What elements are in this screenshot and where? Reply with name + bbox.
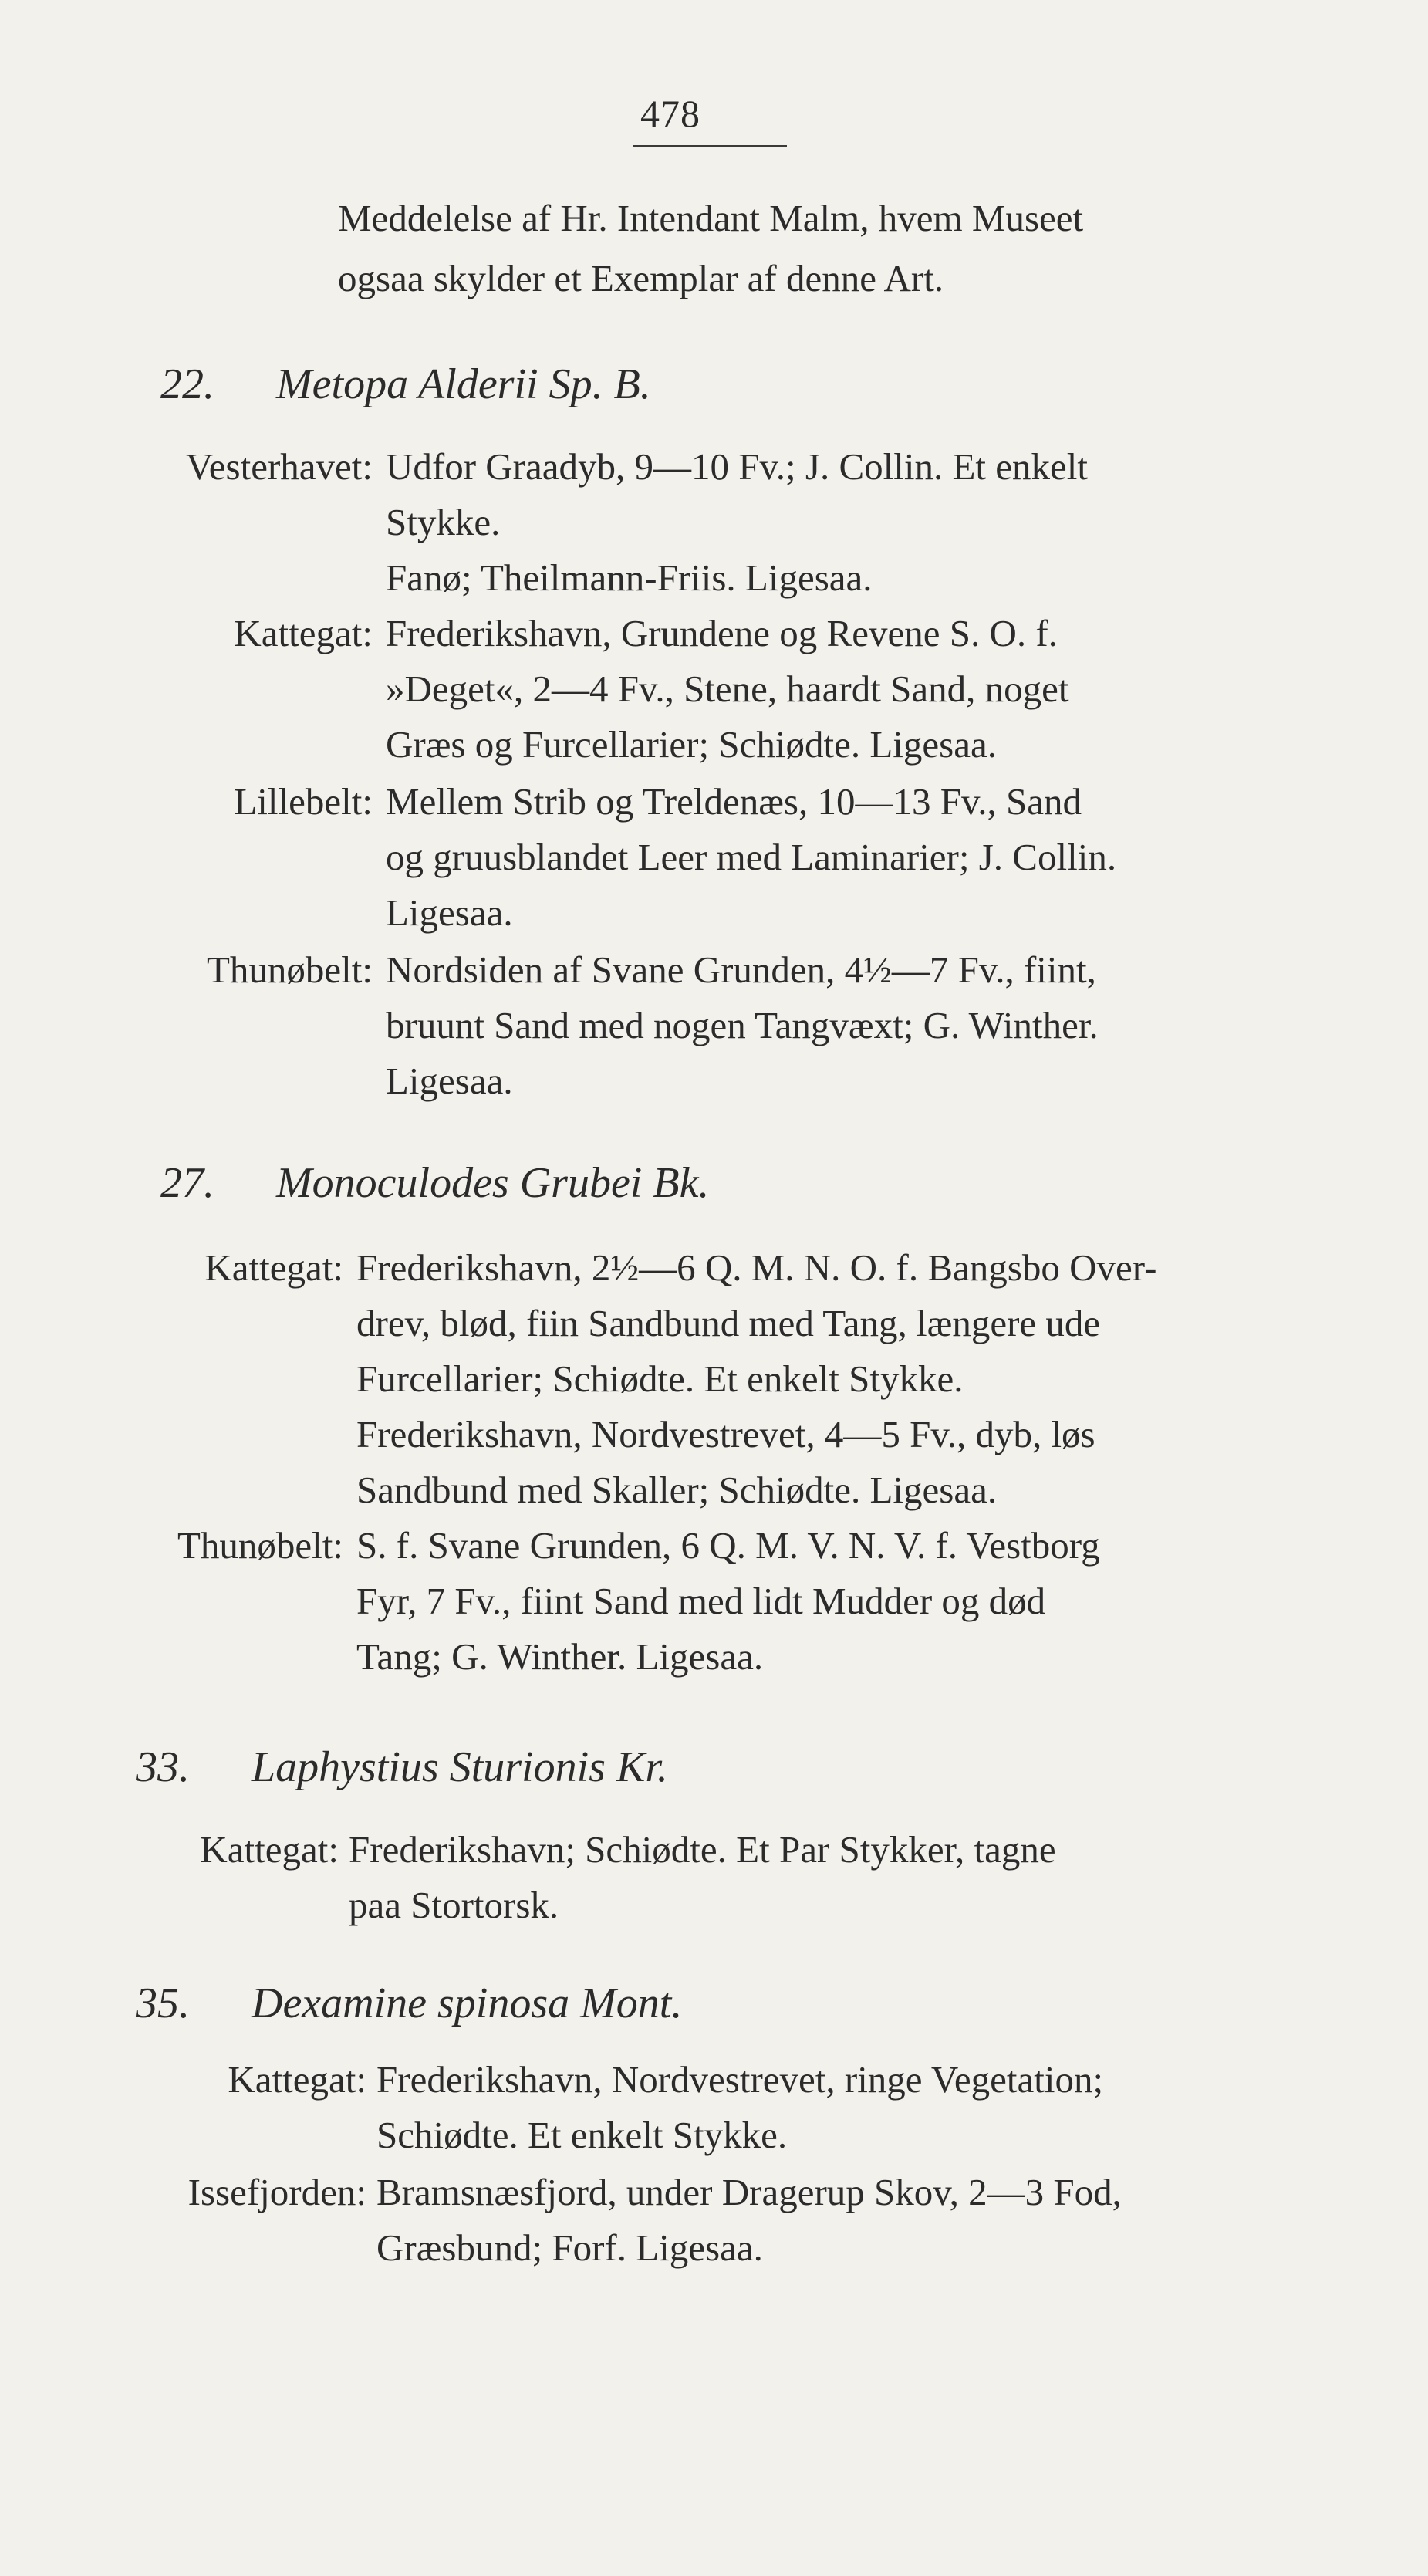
entry-line: Bramsnæsfjord, under Dragerup Skov, 2—3 Fod, <box>376 2171 1122 2213</box>
location-label: Thunøbelt: <box>206 948 373 991</box>
entry-line: og gruusblandet Leer med Laminarier; J. Collin. <box>386 836 1117 878</box>
location-label: Lillebelt: <box>234 780 373 823</box>
intro-line: ogsaa skylder et Exemplar af denne Art. <box>338 257 944 299</box>
page-number: 478 <box>640 92 700 135</box>
entry-line: Stykke. <box>386 501 501 543</box>
entry-line: Fyr, 7 Fv., fiint Sand med lidt Mudder og død <box>356 1580 1046 1622</box>
location-label: Kattegat: <box>234 612 373 654</box>
location-label: Vesterhavet: <box>185 445 373 488</box>
entry-line: Udfor Graadyb, 9—10 Fv.; J. Collin. Et enkelt <box>386 445 1089 488</box>
entry-line: S. f. Svane Grunden, 6 Q. M. V. N. V. f. Vestborg <box>356 1524 1100 1567</box>
location-label: Kattegat: <box>228 2058 366 2101</box>
species-title: Dexamine spinosa Mont. <box>252 1979 683 2027</box>
species-title: Monoculodes Grubei Bk. <box>276 1159 710 1207</box>
entry-line: Frederikshavn, Nordvestrevet, ringe Vegetation; <box>376 2058 1104 2101</box>
section-number: 33. <box>136 1743 190 1791</box>
entry-line: Ligesaa. <box>386 891 513 934</box>
location-label: Thunøbelt: <box>177 1524 343 1567</box>
entry-line: Græsbund; Forf. Ligesaa. <box>376 2226 763 2269</box>
entry-line: Frederikshavn, Grundene og Revene S. O. f. <box>386 612 1058 654</box>
location-label: Kattegat: <box>204 1246 343 1289</box>
entry-line: Sandbund med Skaller; Schiødte. Ligesaa. <box>356 1469 998 1511</box>
entry-line: Schiødte. Et enkelt Stykke. <box>376 2114 788 2156</box>
species-title: Laphystius Sturionis Kr. <box>252 1743 668 1791</box>
entry-line: drev, blød, fiin Sandbund med Tang, længere ude <box>356 1302 1101 1344</box>
entry-line: Fanø; Theilmann-Friis. Ligesaa. <box>386 556 873 599</box>
section-heading <box>136 1743 668 1791</box>
entry-line: Frederikshavn, 2½—6 Q. M. N. O. f. Bangsbo Over- <box>356 1246 1157 1289</box>
entry-line: Furcellarier; Schiødte. Et enkelt Stykke. <box>356 1357 964 1400</box>
intro-line: Meddelelse af Hr. Intendant Malm, hvem Museet <box>338 197 1084 239</box>
section-heading <box>160 1161 709 1205</box>
location-label: Kattegat: <box>200 1828 339 1871</box>
entry-line: Græs og Furcellarier; Schiødte. Ligesaa. <box>386 723 997 766</box>
section-number: 27. <box>160 1159 214 1207</box>
entry-line: Nordsiden af Svane Grunden, 4½—7 Fv., fiint, <box>386 948 1096 991</box>
page-number-rule <box>633 145 787 147</box>
entry-line: Frederikshavn, Nordvestrevet, 4—5 Fv., dyb, løs <box>356 1413 1095 1455</box>
entry-line: Mellem Strib og Treldenæs, 10—13 Fv., Sand <box>386 780 1082 823</box>
entry-line: »Deget«, 2—4 Fv., Stene, haardt Sand, noget <box>386 668 1069 710</box>
section-number: 35. <box>136 1979 190 2027</box>
entry-line: Ligesaa. <box>386 1060 513 1102</box>
entry-line: bruunt Sand med nogen Tangvæxt; G. Winther. <box>386 1004 1099 1046</box>
section-heading <box>160 360 651 408</box>
section-number: 22. <box>160 360 214 408</box>
section-heading <box>136 1979 683 2027</box>
entry-line: Tang; G. Winther. Ligesaa. <box>356 1635 764 1678</box>
location-label: Issefjorden: <box>187 2171 366 2213</box>
entry-line: Frederikshavn; Schiødte. Et Par Stykker, tagne <box>349 1828 1056 1871</box>
entry-line: paa Stortorsk. <box>349 1884 559 1926</box>
species-title: Metopa Alderii Sp. B. <box>276 360 651 408</box>
